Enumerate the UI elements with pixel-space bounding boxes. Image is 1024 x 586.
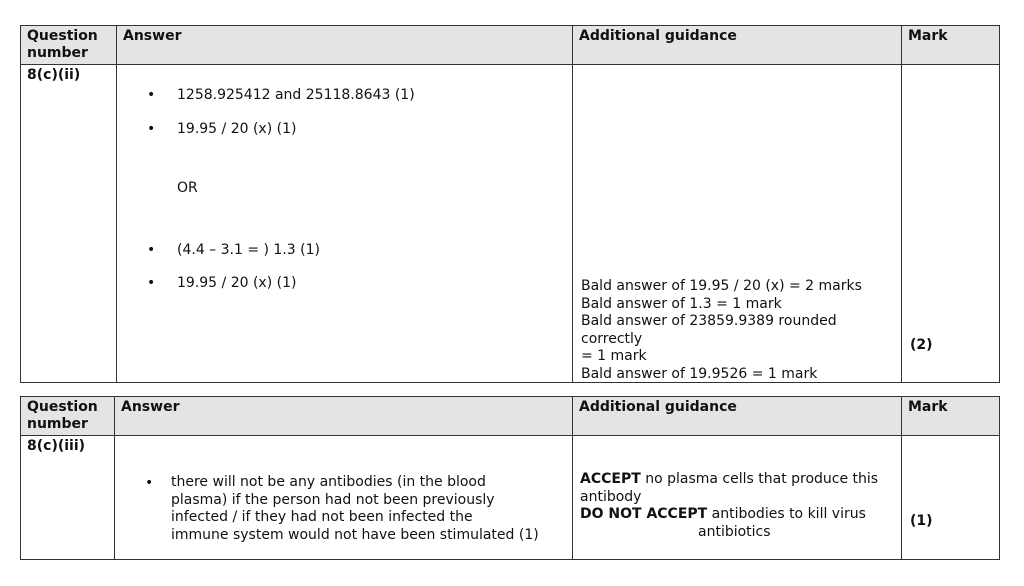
question-number: 8(c)(iii)	[27, 438, 86, 454]
question-number-cell	[21, 65, 117, 383]
mark-scheme-table-8cii	[20, 25, 1000, 383]
header-mark: Mark	[902, 26, 1000, 65]
bullet-icon: •	[145, 475, 154, 491]
bullet-icon: •	[147, 87, 156, 103]
header-question-number: Question number	[21, 397, 115, 436]
mark-value: (2)	[910, 337, 933, 353]
bullet-icon: •	[147, 242, 156, 258]
not-accept-keyword: DO NOT ACCEPT	[580, 506, 708, 522]
mark-cell	[902, 436, 1000, 560]
header-additional-guidance: Additional guidance	[573, 26, 902, 65]
question-number: 8(c)(ii)	[27, 67, 81, 83]
mark-value: (1)	[910, 513, 933, 529]
question-number-cell	[21, 436, 115, 560]
accept-keyword: ACCEPT	[580, 471, 641, 487]
or-separator: OR	[177, 180, 198, 196]
header-question-number: Question number	[21, 26, 117, 65]
mark-scheme-table-8ciii	[20, 396, 1000, 560]
mark-cell	[902, 65, 1000, 383]
header-additional-guidance: Additional guidance	[573, 397, 902, 436]
bullet-icon: •	[147, 275, 156, 291]
guidance-cell	[573, 65, 902, 383]
header-answer: Answer	[117, 26, 573, 65]
answer-text: there will not be any antibodies (in the blood plasma) if the person had not been previously infected / if they had not been infected the immune system would not have been stimulated (1)	[171, 474, 539, 543]
answer-cell: • 1258.925412 and 25118.8643 (1) • 19.95 / 20 (x) (1) OR • (4.4 – 3.1 = ) 1.3 (1) • 19.95 / 20 (x) (1)	[117, 65, 573, 383]
header-mark: Mark	[902, 397, 1000, 436]
guidance-text: ACCEPT no plasma cells that produce this antibody DO NOT ACCEPT antibodies to kill virus antibiotics	[580, 471, 879, 540]
answer-cell	[115, 436, 573, 560]
guidance-text: Bald answer of 19.95 / 20 (x) = 2 marks Bald answer of 1.3 = 1 mark Bald answer of 23859.9389 rounded correctly = 1 mark Bald answer of 19.9526 = 1 mark	[581, 278, 862, 382]
bullet-icon: •	[147, 121, 156, 137]
guidance-cell	[573, 436, 902, 560]
header-answer: Answer	[115, 397, 573, 436]
